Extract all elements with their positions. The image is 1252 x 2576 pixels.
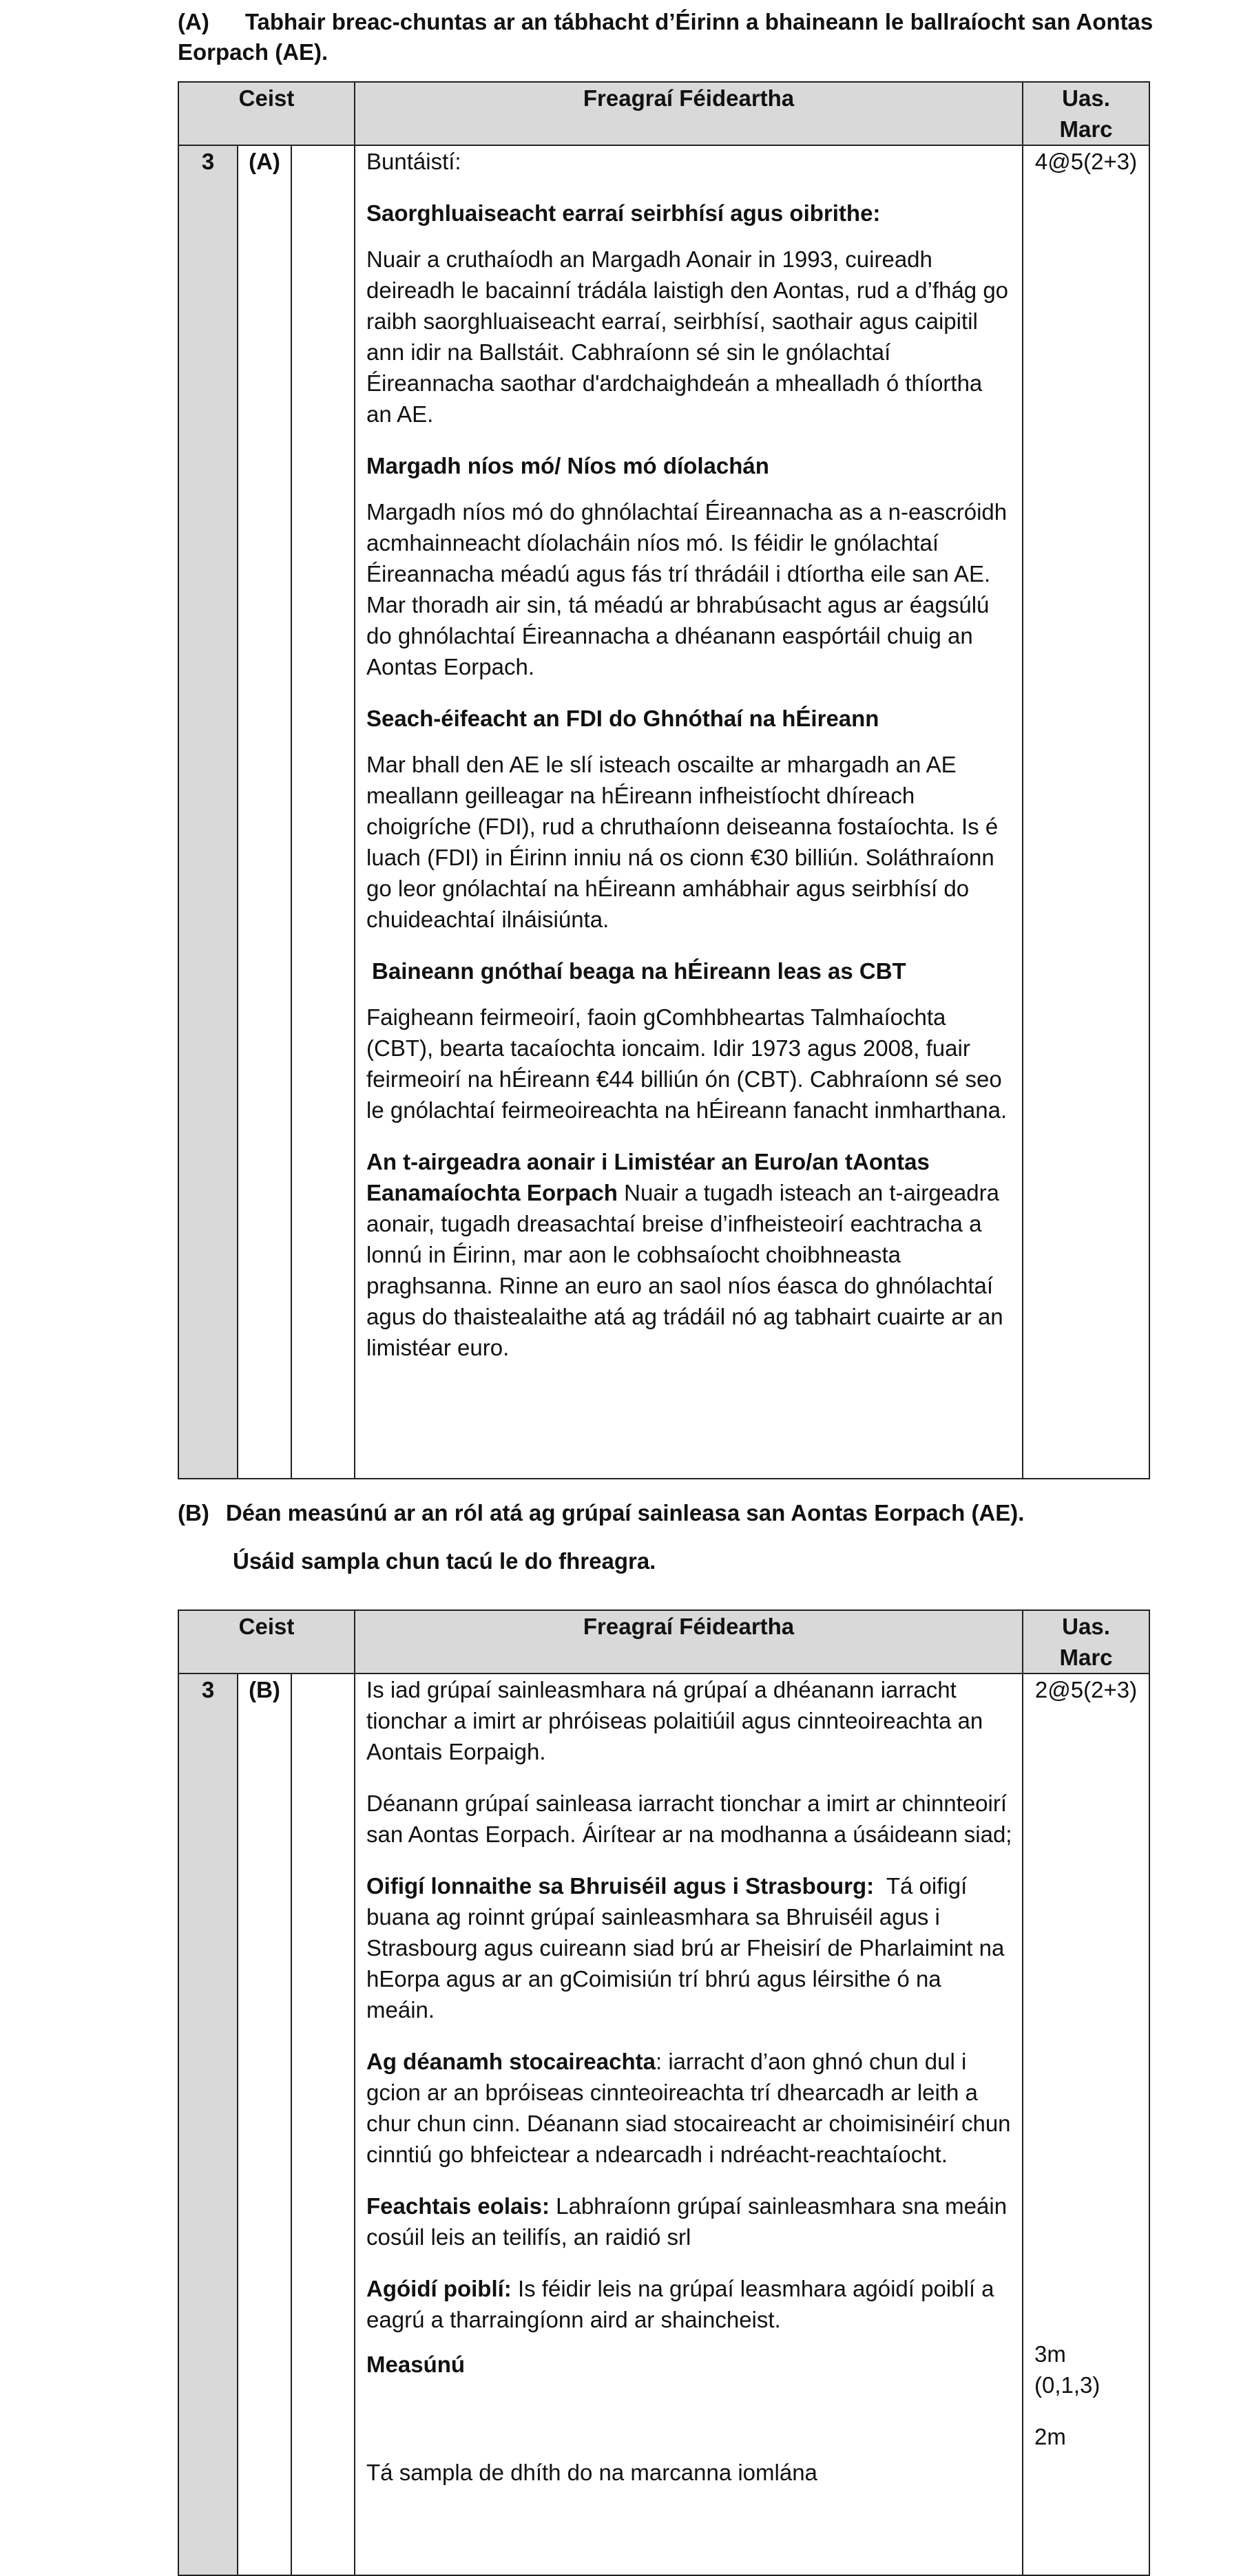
part-a-title-line1: Tabhair breac-chuntas ar an tábhacht d’Éirinn a bhaineann le ballraíocht san Aontas: [244, 9, 1154, 34]
question-part: (B): [238, 1674, 291, 2575]
part-b-heading: [178, 1498, 1156, 1528]
block-text: Nuair a tugadh isteach an t-airgeadra aonair, tugadh dreasachtaí breise d’infheisteoirí eachtracha a lonnú in Éirinn, mar aon le cobhsaíocht choibhneasta praghsanna. Rinne an euro an saol níos éasca do ghnólachtaí agus do thaistealaithe atá ag trádáil nó ag tabhairt cuairte ar an limistéar euro.: [366, 1180, 1003, 1360]
answers-header: Freagraí Féideartha: [355, 82, 1023, 145]
block-heading: Margadh níos mó/ Níos mó díolachán: [366, 453, 769, 478]
block-heading: Agóidí poiblí:: [366, 2276, 512, 2301]
part-b-title-line1: Déan measúnú ar an ról atá ag grúpaí sainleasa san Aontas Eorpach (AE).: [225, 1500, 1025, 1525]
table-row: [178, 145, 1149, 1479]
intro-text: Déanann grúpaí sainleasa iarracht tionchar a imirt ar chinnteoirí san Aontas Eorpach. Áirítear ar na modhanna a úsáideann siad;: [366, 1791, 1012, 1847]
part-a-label: (A): [178, 9, 209, 34]
empty-cell: [291, 1674, 355, 2575]
block-text: : iarracht d’aon ghnó chun dul i gcion ar an bpróiseas cinnteoireachta trí dhearcadh ar leith a chur chun cinn. Déanann siad stocaireacht ar choimisinéirí chun cinntiú go bhfeictear a ndearcadh i ndréacht-reachtaíocht.: [366, 2049, 1011, 2167]
part-b-title-line2: Úsáid sampla chun tacú le do fhreagra.: [233, 1548, 656, 1574]
block-text: Nuair a cruthaíodh an Margadh Aonair in 1993, cuireadh deireadh le bacainní trádála laistigh den Aontas, rud a d’fhág go raibh saorghluaiseacht earraí, seirbhísí, saothair agus caipitil ann idir na Ballstáit. Cabhraíonn sé sin le gnólachtaí Éireannacha saothar d'ardchaighdeán a mhealladh ó thíortha an AE.: [366, 246, 1009, 427]
marks-value: 4@5(2+3): [1023, 145, 1149, 1479]
answer-cell: [355, 1674, 1023, 2575]
question-number: 3: [178, 145, 238, 1479]
part-b-table: [178, 1609, 1150, 2576]
part-a-title-line2: Eorpach (AE).: [178, 39, 328, 65]
block-heading: Oifigí lonnaithe sa Bhruiséil agus i Strasbourg:: [366, 1873, 875, 1899]
part-b-label: (B): [178, 1500, 209, 1525]
table-row: [178, 1674, 1149, 2575]
question-header: Ceist: [178, 1610, 355, 1674]
table-header-row: [178, 1610, 1149, 1674]
block-heading: Baineann gnóthaí beaga na hÉireann leas as CBT: [372, 958, 906, 984]
marks-cell: [1023, 1674, 1149, 2575]
example-note: Tá sampla de dhíth do na marcanna iomlána: [366, 2460, 817, 2485]
block-text: Margadh níos mó do ghnólachtaí Éireannacha as a n-eascróidh acmhainneacht díolacháin níos mó. Is féidir le gnólachtaí Éireannacha méadú agus fás trí thrádáil i dtíortha eile san AE. Mar thoradh air sin, tá méadú ar bhrabúsacht agus ar éagsúlú do ghnólachtaí Éireannacha a dhéanann easpórtáil chuig an Aontas Eorpach.: [366, 499, 1008, 679]
eval-heading: Measúnú: [366, 2352, 466, 2377]
marks-eval: 3m (0,1,3): [1034, 2341, 1100, 2398]
block-text: Tá oifigí buana ag roinnt grúpaí sainleasmhara sa Bhruiséil agus i Strasbourg agus cuireann siad brú ar Fheisirí de Pharlaimint na hEorpa agus ar an gCoimisiún trí bhrú agus léirsithe ó na meáin.: [366, 1873, 1005, 2023]
marks-header: Uas. Marc: [1023, 1610, 1149, 1674]
intro-text: Is iad grúpaí sainleasmhara ná grúpaí a dhéanann iarracht tionchar a imirt ar phróiseas polaitiúil agus cinnteoireachta an Aontais Eorpaigh.: [366, 1677, 983, 1764]
block-heading: Feachtais eolais:: [366, 2193, 550, 2219]
part-a-table: [178, 81, 1150, 1479]
block-text: Mar bhall den AE le slí isteach oscailte ar mhargadh an AE meallann geilleagar na hÉireann infheistíocht dhíreach choigríche (FDI), rud a chruthaíonn deiseanna fostaíochta. Is é luach (FDI) in Éirinn inniu ná os cionn €30 billiún. Soláthraíonn go leor gnólachtaí na hÉireann amhábhair agus seirbhísí do chuideachtaí ilnáisiúnta.: [366, 752, 999, 932]
question-part: (A): [238, 145, 291, 1479]
block-text: Is féidir leis na grúpaí leasmhara agóidí poiblí a eagrú a tharraingíonn aird ar shaincheist.: [366, 2276, 994, 2332]
empty-cell: [291, 145, 355, 1479]
block-heading: An t-airgeadra aonair i Limistéar an Euro/an tAontas Eanamaíochta Eorpach: [366, 1149, 930, 1205]
marks-value: 2@5(2+3): [1034, 1677, 1138, 1702]
marks-header: Uas. Marc: [1023, 82, 1149, 145]
block-text: Labhraíonn grúpaí sainleasmhara sna meáin cosúil leis an teilifís, an raidió srl: [366, 2193, 1008, 2250]
block-heading: Ag déanamh stocaireachta: [366, 2049, 656, 2074]
answer-cell: [355, 145, 1023, 1479]
part-a-heading: [178, 7, 1156, 67]
block-heading: Seach-éifeacht an FDI do Ghnóthaí na hÉireann: [366, 706, 879, 731]
block-heading: Saorghluaiseacht earraí seirbhísí agus oibrithe:: [366, 200, 881, 226]
block-text: Faigheann feirmeoirí, faoin gComhbheartas Talmhaíochta (CBT), bearta tacaíochta ioncaim. Idir 1973 agus 2008, fuair feirmeoirí na hÉireann €44 billiún ón (CBT). Cabhraíonn sé seo le gnólachtaí feirmeoireachta na hÉireann fanacht inmharthana.: [366, 1004, 1008, 1123]
marks-example: 2m: [1034, 2424, 1066, 2449]
answers-header: Freagraí Féideartha: [355, 1610, 1023, 1674]
table-header-row: [178, 82, 1149, 145]
question-header: Ceist: [178, 82, 355, 145]
intro-text: Buntáistí:: [366, 149, 461, 174]
question-number: 3: [178, 1674, 238, 2575]
